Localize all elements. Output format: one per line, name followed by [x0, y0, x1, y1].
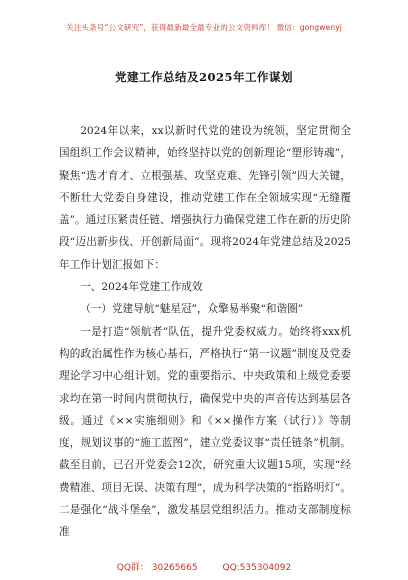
footer-qq-group: QQ群： 30265665 [116, 563, 198, 573]
footer-qq-number: QQ:535304092 [222, 563, 292, 573]
intro-paragraph: 2024年以来，xx以新时代党的建设为统领，坚定贯彻全国组织工作会议精神，始终坚持以党的创新理论“塑形铸魂”，聚焦“选才育才、立根强基、攻坚克难、先锋引领”四大关键，不断壮大党委自身建设，推动党建工作在全领域实现“无缝覆盖”。通过压紧责任链、增强执行力确保党建工作在新的历史阶段“迈出新步伐、开创新局面”。现将2024年党建总结及2025年工作计划汇报如下： [59, 125, 351, 271]
subsection-heading: （一）党建导航“魅星冠”，众擎易举聚“和谐圈” [80, 303, 304, 316]
footer-contact [0, 560, 408, 573]
document-body [59, 120, 351, 544]
section-heading: 一、2024年党建工作成效 [80, 281, 203, 294]
body-paragraph: 一是打造“领航者”队伍，提升党委权威力。始终将xxx机构的政治属性作为核心基石，严格执行“第一议题”制度及党委理论学习中心组计划。党的重要指示、中央政策和上级党委要求均在第一时间内贯彻执行，确保党中央的声音传达到基层各级。通过《××实施细则》和《××操作方案（试行）》等制度，规划议事的“施工蓝图”，建立党委议事“责任链条”机制。截至目前，已召开党委会12次，研究重大议题15项，实现“经费精准、项目无误、决策有理”，成为科学决策的“指路明灯”。二是强化“战斗堡垒”，激发基层党组织活力。推动支部制度标准 [59, 325, 351, 539]
document-title: 党建工作总结及2025年工作谋划 [114, 70, 293, 84]
header-banner: 关注头条号“公文研究”，获得最新最全最专业的公文资料库！ 微信：gongwenyj [66, 23, 342, 32]
